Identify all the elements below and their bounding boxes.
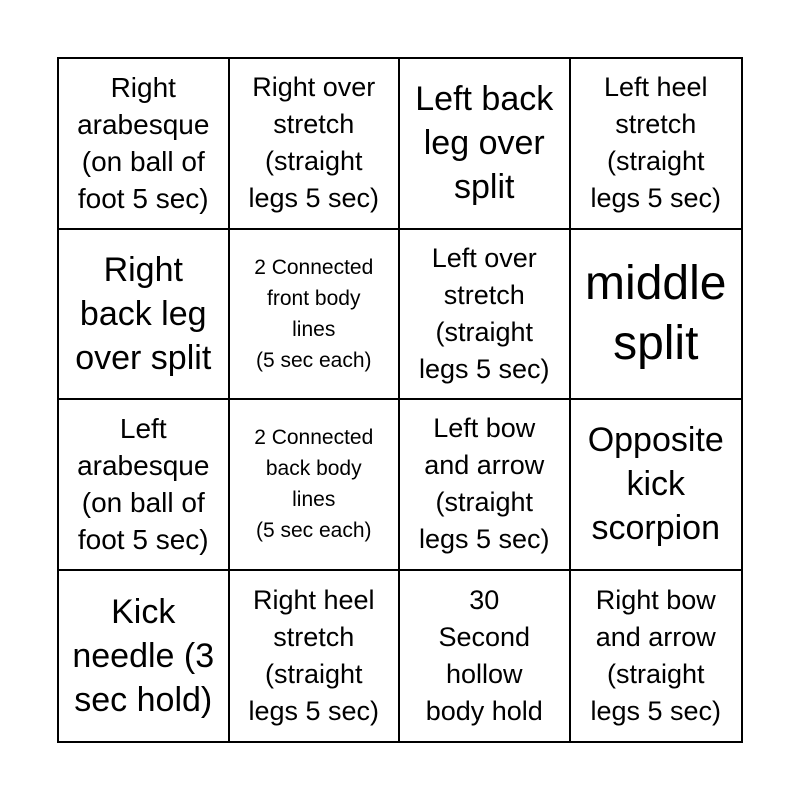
bingo-cell-r1c3[interactable]: Left back leg over split bbox=[400, 59, 571, 230]
bingo-cell-r2c4[interactable]: middle split bbox=[571, 230, 742, 401]
bingo-board bbox=[57, 57, 743, 743]
bingo-cell-r1c1[interactable]: Right arabesque (on ball of foot 5 sec) bbox=[59, 59, 230, 230]
bingo-cell-r3c3[interactable]: Left bow and arrow (straight legs 5 sec) bbox=[400, 400, 571, 571]
bingo-cell-r4c3[interactable]: 30 Second hollow body hold bbox=[400, 571, 571, 742]
bingo-cell-r4c4[interactable]: Right bow and arrow (straight legs 5 sec) bbox=[590, 584, 722, 726]
bingo-cell-r2c1[interactable]: Right back leg over split bbox=[59, 230, 230, 401]
bingo-cell-r3c4[interactable]: Opposite kick scorpion bbox=[571, 400, 742, 571]
bingo-cell-r2c2[interactable]: 2 Connected front body lines (5 sec each) bbox=[230, 230, 401, 401]
bingo-cell-r3c1[interactable]: Left arabesque (on ball of foot 5 sec) bbox=[59, 400, 230, 571]
bingo-cell-r3c2[interactable]: 2 Connected back body lines (5 sec each) bbox=[230, 400, 401, 571]
bingo-cell-r2c3[interactable]: Left over stretch (straight legs 5 sec) bbox=[400, 230, 571, 401]
bingo-cell-r1c2[interactable]: Right over stretch (straight legs 5 sec) bbox=[230, 59, 401, 230]
bingo-cell-r4c1[interactable]: Kick needle (3 sec hold) bbox=[59, 571, 230, 742]
bingo-cell-r4c2[interactable]: Right heel stretch (straight legs 5 sec) bbox=[230, 571, 401, 742]
bingo-cell-r1c4[interactable]: Left heel stretch (straight legs 5 sec) bbox=[571, 59, 742, 230]
